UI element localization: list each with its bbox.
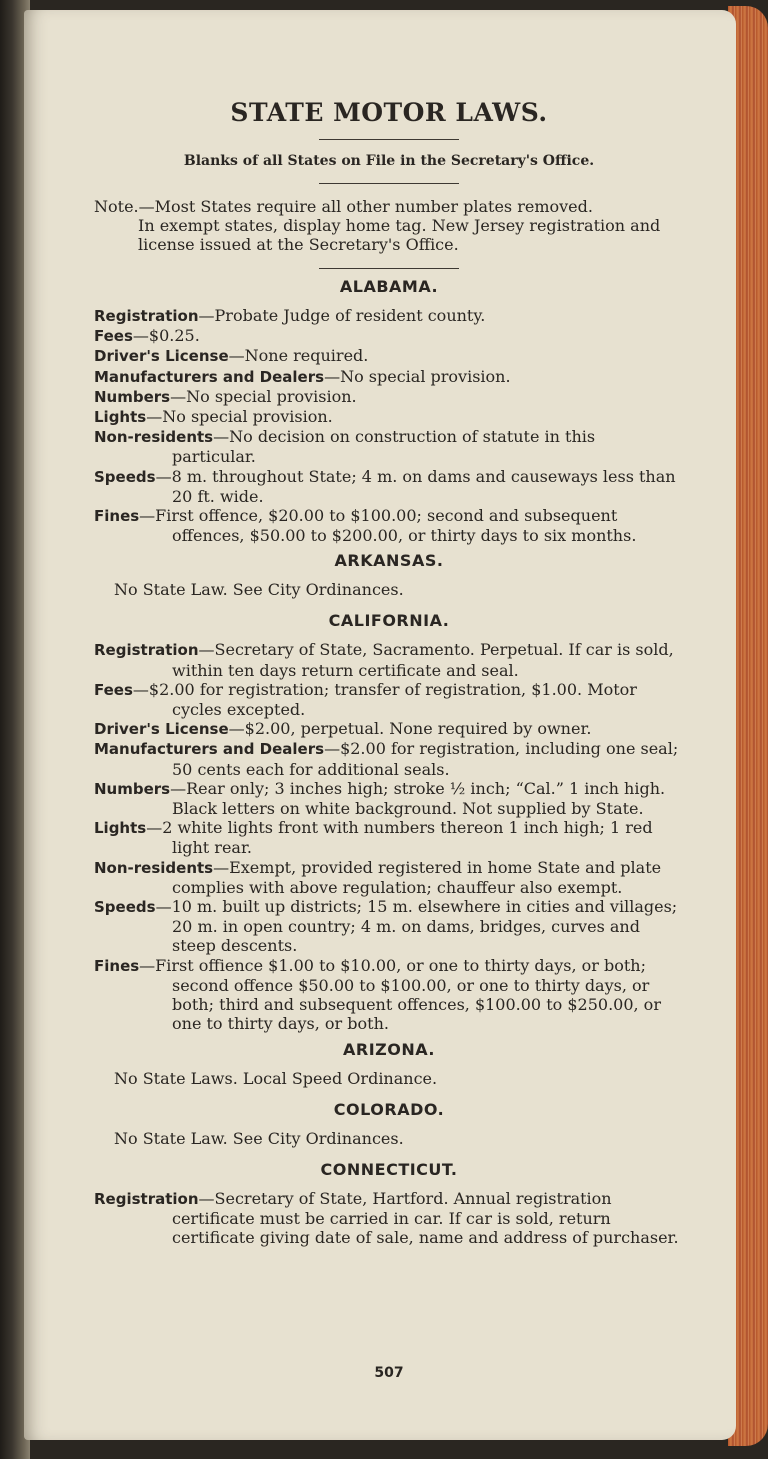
- state-heading: CONNECTICUT.: [320, 1159, 458, 1179]
- divider-rule: [319, 183, 459, 184]
- law-entry: [94, 739, 684, 778]
- state-note: No State Law. See City Ordinances.: [114, 1128, 404, 1148]
- state-sections: [94, 277, 684, 1247]
- law-entry: [94, 1189, 684, 1248]
- law-entry-key: Registration: [94, 1189, 199, 1208]
- page-number: 507: [374, 1365, 404, 1381]
- law-entry-key: Fees: [94, 680, 133, 699]
- law-entry: [94, 818, 684, 857]
- state-heading: ARKANSAS.: [334, 551, 444, 571]
- law-entry-key: Non-residents: [94, 428, 214, 447]
- law-entry-text: —No decision on construction of statute in this particular.: [172, 427, 596, 467]
- law-entry: [94, 326, 684, 346]
- law-entry-text: —10 m. built up districts; 15 m. elsewhere in cities and villages; 20 m. in open country; 4 m. on dams, bridges, curves and steep descents.: [155, 897, 678, 956]
- law-entry-key: Numbers: [94, 779, 171, 798]
- law-entry: [94, 467, 684, 506]
- law-entry: [94, 427, 684, 466]
- law-entry: [94, 897, 684, 956]
- law-entry-text: —No special provision.: [146, 407, 333, 427]
- book-page: [24, 10, 736, 1440]
- law-entry-key: Registration: [94, 307, 199, 325]
- state-heading: ALABAMA.: [339, 277, 439, 296]
- law-entry-text: —No special provision.: [324, 366, 511, 386]
- law-entry: [94, 779, 684, 818]
- law-entry-text: —Secretary of State, Hartford. Annual registration certificate must be carried in car. If car is sold, return certificate giving date of sale, name and address of purchaser.: [172, 1188, 679, 1247]
- law-entry-text: —$2.00 for registration; transfer of registration, $1.00. Motor cycles excepted.: [132, 679, 637, 720]
- state-note: No State Law. See City Ordinances.: [114, 580, 404, 600]
- law-entry-text: —$0.25.: [132, 326, 200, 346]
- law-entry-key: Speeds: [94, 898, 156, 917]
- note-paragraph: [94, 197, 684, 254]
- law-entry-key: Manufacturers and Dealers: [94, 740, 325, 759]
- note-rest: In exempt states, display home tag. New Jersey registration and license issued at the Secretary's Office.: [138, 216, 661, 254]
- law-entry-text: —$2.00 for registration, including one seal; 50 cents each for additional seals.: [172, 739, 679, 779]
- divider-rule: [319, 268, 459, 269]
- law-entry-text: —Secretary of State, Sacramento. Perpetual. If car is sold, within ten days return certificate and seal.: [172, 640, 674, 680]
- page-subtitle: Blanks of all States on File in the Secretary's Office.: [183, 153, 595, 169]
- law-entry: [94, 680, 684, 719]
- law-entry: [94, 387, 684, 407]
- law-entry-text: —$2.00, perpetual. None required by owner.: [228, 719, 592, 739]
- divider-rule: [319, 139, 459, 140]
- law-entry: [94, 506, 684, 545]
- law-entry-text: —2 white lights front with numbers thereon 1 inch high; 1 red light rear.: [146, 818, 653, 858]
- state-heading: COLORADO.: [333, 1099, 445, 1119]
- law-entry-key: Fines: [94, 956, 140, 975]
- note-first-line: Note.—Most States require all other number plates removed.: [94, 197, 593, 216]
- law-entry-key: Numbers: [94, 387, 171, 406]
- law-entry-key: Fees: [94, 327, 133, 346]
- law-entry-key: Speeds: [94, 467, 156, 486]
- law-entry: [94, 346, 684, 366]
- law-entry-text: —Rear only; 3 inches high; stroke ½ inch; “Cal.” 1 inch high. Black letters on white background. Not supplied by State.: [170, 778, 666, 819]
- state-heading: ARIZONA.: [342, 1039, 435, 1059]
- law-entry-key: Driver's License: [94, 347, 229, 366]
- law-entry-key: Lights: [94, 819, 147, 838]
- law-entry: [94, 858, 684, 897]
- law-entry-text: —Exempt, provided registered in home State and plate complies with above regulation; chauffeur also exempt.: [172, 857, 662, 897]
- law-entry-key: Fines: [94, 507, 140, 526]
- law-entry: [94, 306, 684, 326]
- law-entry-text: —None required.: [228, 346, 369, 366]
- law-entry: [94, 640, 684, 679]
- law-entry: [94, 956, 684, 1034]
- law-entry-key: Driver's License: [94, 720, 229, 739]
- law-entry: [94, 719, 684, 739]
- law-entry-key: Manufacturers and Dealers: [94, 367, 325, 386]
- law-entry-key: Registration: [94, 641, 199, 660]
- state-note: No State Laws. Local Speed Ordinance.: [114, 1068, 438, 1088]
- law-entry: [94, 367, 684, 387]
- law-entry-key: Non-residents: [94, 858, 214, 877]
- law-entry-text: —Probate Judge of resident county.: [198, 306, 486, 325]
- law-entry-text: —8 m. throughout State; 4 m. on dams and causeways less than 20 ft. wide.: [155, 466, 676, 506]
- law-entry-text: —No special provision.: [170, 386, 357, 406]
- page-content: [94, 98, 684, 1381]
- page-title: STATE MOTOR LAWS.: [230, 98, 548, 127]
- law-entry: [94, 407, 684, 427]
- law-entry-text: —First offience $1.00 to $10.00, or one to thirty days, or both; second offence $50.00 to $100.00, or one to thirty days, or both; third and subsequent offences, $100.00 to $250.00, or one to thirty days, or both.: [139, 955, 661, 1034]
- law-entry-text: —First offence, $20.00 to $100.00; second and subsequent offences, $50.00 to $200.00, or thirty days to six months.: [139, 506, 637, 546]
- state-heading: CALIFORNIA.: [328, 611, 450, 631]
- law-entry-key: Lights: [94, 408, 147, 427]
